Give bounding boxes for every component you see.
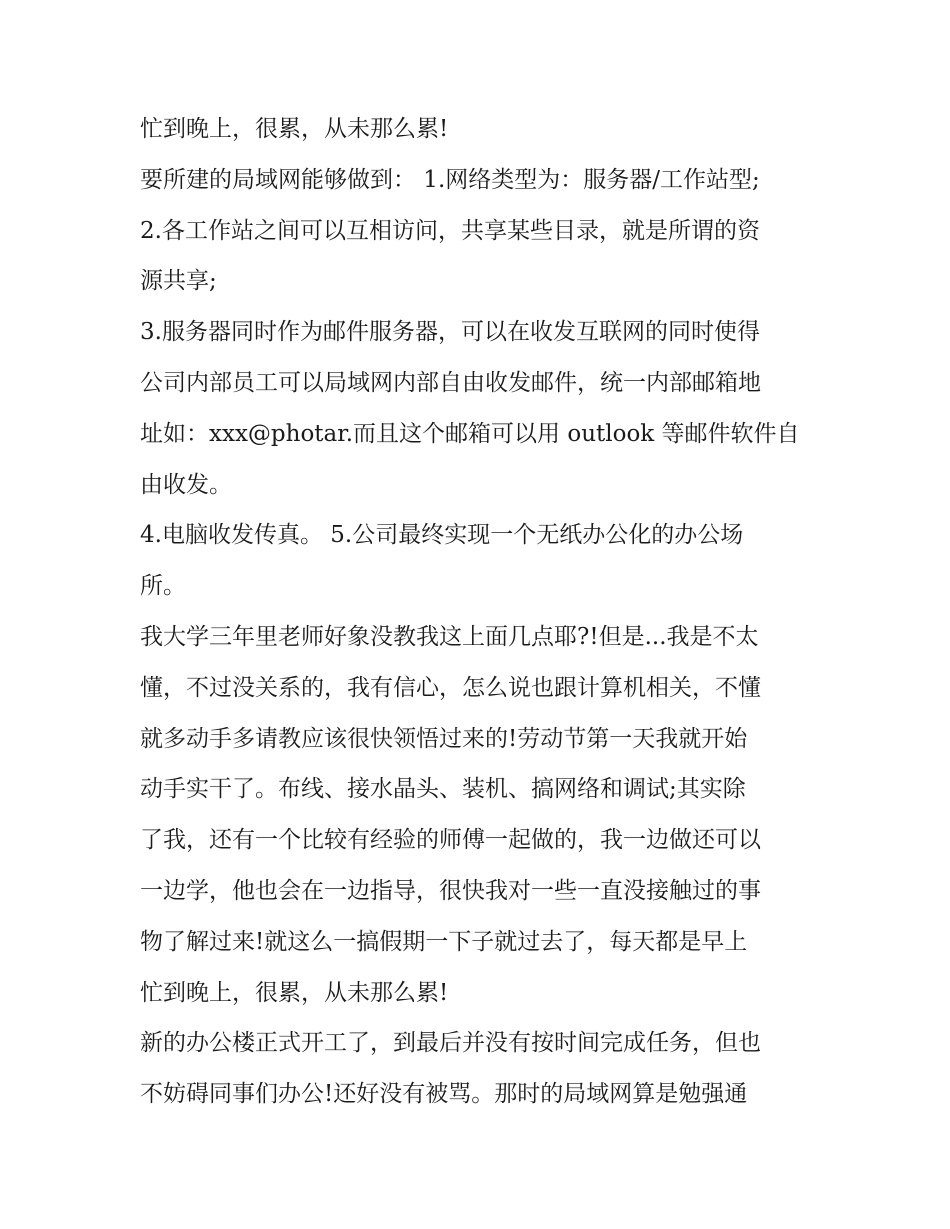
text-line: 就多动手多请教应该很快领悟过来的!劳动节第一天我就开始 [140, 725, 748, 752]
text-line: 一边学，他也会在一边指导，很快我对一些一直没接触过的事 [140, 877, 761, 904]
text-line: 4.电脑收发传真。 5.公司最终实现一个无纸办公化的办公场 [140, 522, 744, 549]
text-line: 动手实干了。布线、接水晶头、装机、搞网络和调试;其实除 [140, 776, 746, 803]
text-line: 所。 [140, 573, 186, 600]
text-line: 忙到晚上，很累，从未那么累! [140, 116, 449, 142]
text-line: 公司内部员工可以局域网内部自由收发邮件，统一内部邮箱地 [140, 369, 761, 396]
text-line: 源共享; [140, 268, 217, 295]
text-line: 新的办公楼正式开工了，到最后并没有按时间完成任务，但也 [140, 1030, 761, 1057]
text-line: 不妨碍同事们办公!还好没有被骂。那时的局域网算是勉强通 [140, 1081, 748, 1108]
text-line: 址如：xxx@photar.而且这个邮箱可以用 outlook 等邮件软件自 [140, 420, 800, 447]
text-line: 我大学三年里老师好象没教我这上面几点耶?!但是...我是不太 [140, 623, 759, 650]
text-line: 物了解过来!就这么一搞假期一下子就过去了，每天都是早上 [140, 928, 748, 955]
text-line: 要所建的局域网能够做到： 1.网络类型为：服务器/工作站型; [140, 166, 760, 193]
text-line: 了我，还有一个比较有经验的师傅一起做的，我一边做还可以 [140, 827, 761, 854]
text-line: 懂，不过没关系的，我有信心，怎么说也跟计算机相关，不懂 [140, 674, 761, 701]
document-body [140, 104, 820, 1120]
text-line: 3.服务器同时作为邮件服务器，可以在收发互联网的同时使得 [140, 319, 760, 346]
text-line: 由收发。 [140, 471, 232, 498]
text-line: 忙到晚上，很累，从未那么累! [140, 979, 449, 1006]
text-line: 2.各工作站之间可以互相访问，共享某些目录，就是所谓的资 [140, 217, 760, 244]
